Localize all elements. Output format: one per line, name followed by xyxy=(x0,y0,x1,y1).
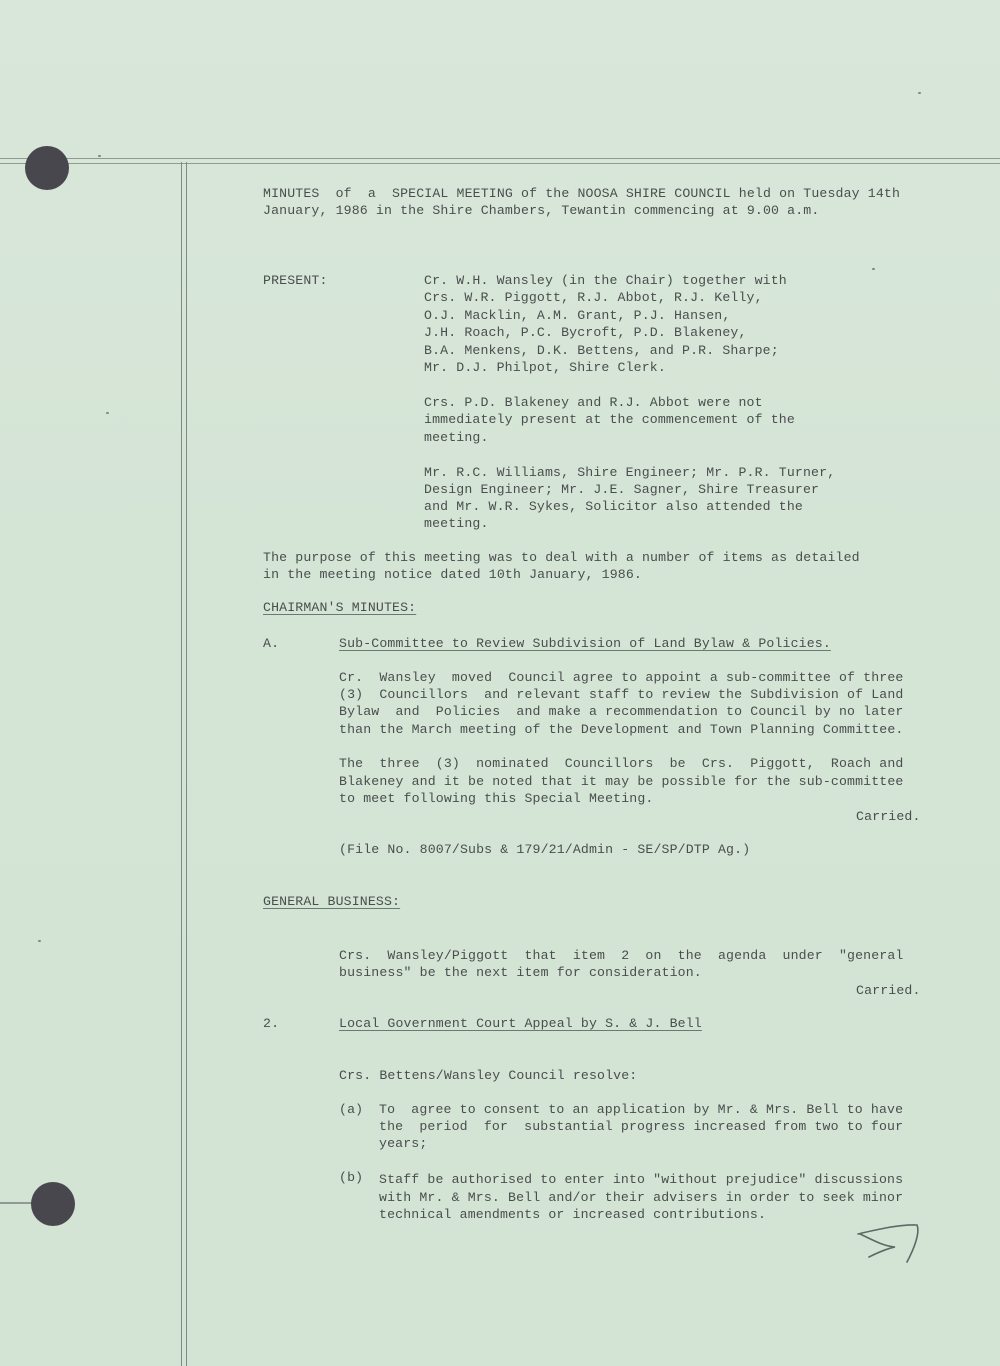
double-horizontal-rule xyxy=(0,158,1000,164)
item-number: 2. xyxy=(263,1016,280,1031)
resolution-line: years; xyxy=(379,1136,428,1151)
file-reference: (File No. 8007/Subs & 179/21/Admin - SE/SP/DTP Ag.) xyxy=(339,842,751,857)
resolution-label: (a) xyxy=(339,1102,364,1117)
order-motion-line: Crs. Wansley/Piggott that item 2 on the agenda under "general xyxy=(339,948,904,963)
motion-line: than the March meeting of the Development and Town Planning Committee. xyxy=(339,722,904,737)
motion-line: Cr. Wansley moved Council agree to appoint a sub-committee of three xyxy=(339,670,904,685)
motion-line: Bylaw and Policies and make a recommendation to Council by no later xyxy=(339,704,904,719)
double-margin-rule xyxy=(181,162,187,1366)
item-number: A. xyxy=(263,636,280,651)
handwritten-initial-icon xyxy=(855,1222,925,1267)
resolution-line: the period for substantial progress increased from two to four xyxy=(379,1119,904,1134)
punch-hole-guide-line xyxy=(0,1202,34,1204)
nomination-line: to meet following this Special Meeting. xyxy=(339,791,654,806)
late-note-line: meeting. xyxy=(424,430,489,445)
purpose-line: The purpose of this meeting was to deal with a number of items as detailed xyxy=(263,550,860,565)
nomination-line: The three (3) nominated Councillors be Crs. Piggott, Roach and xyxy=(339,756,904,771)
attendee-line: Mr. D.J. Philpot, Shire Clerk. xyxy=(424,360,666,375)
minutes-heading-line-1: MINUTES of a SPECIAL MEETING of the NOOSA SHIRE COUNCIL held on Tuesday 14th xyxy=(263,186,901,201)
minutes-heading-line-2: January, 1986 in the Shire Chambers, Tewantin commencing at 9.00 a.m. xyxy=(263,203,820,218)
nomination-line: Blakeney and it be noted that it may be possible for the sub-committee xyxy=(339,774,904,789)
mover-line: Crs. Bettens/Wansley Council resolve: xyxy=(339,1068,638,1083)
resolution-line: with Mr. & Mrs. Bell and/or their advisers in order to seek minor xyxy=(379,1190,904,1205)
order-motion-line: business" be the next item for consideration. xyxy=(339,965,702,980)
resolution-line: technical amendments or increased contributions. xyxy=(379,1207,767,1222)
attendee-line: J.H. Roach, P.C. Bycroft, P.D. Blakeney, xyxy=(424,325,747,340)
late-note-line: immediately present at the commencement of the xyxy=(424,412,795,427)
resolution-line: Staff be authorised to enter into "without prejudice" discussions xyxy=(379,1172,904,1187)
scan-speck xyxy=(918,92,921,94)
late-note-line: Crs. P.D. Blakeney and R.J. Abbot were not xyxy=(424,395,763,410)
attendee-line: B.A. Menkens, D.K. Bettens, and P.R. Sharpe; xyxy=(424,343,779,358)
attendee-line: Crs. W.R. Piggott, R.J. Abbot, R.J. Kelly, xyxy=(424,290,763,305)
punch-hole-icon xyxy=(31,1182,75,1226)
scan-speck xyxy=(106,412,109,414)
officers-note-line: Design Engineer; Mr. J.E. Sagner, Shire Treasurer xyxy=(424,482,820,497)
item-title: Sub-Committee to Review Subdivision of Land Bylaw & Policies. xyxy=(339,636,831,651)
purpose-line: in the meeting notice dated 10th January, 1986. xyxy=(263,567,642,582)
scan-speck xyxy=(872,268,875,270)
resolution-line: To agree to consent to an application by Mr. & Mrs. Bell to have xyxy=(379,1102,904,1117)
scan-speck xyxy=(38,940,41,942)
resolution-label: (b) xyxy=(339,1170,364,1185)
present-label: PRESENT: xyxy=(263,273,328,288)
attendee-line: O.J. Macklin, A.M. Grant, P.J. Hansen, xyxy=(424,308,731,323)
general-business-heading: GENERAL BUSINESS: xyxy=(263,894,401,909)
officers-note-line: Mr. R.C. Williams, Shire Engineer; Mr. P.R. Turner, xyxy=(424,465,836,480)
scan-speck xyxy=(98,155,101,157)
attendee-line: Cr. W.H. Wansley (in the Chair) together with xyxy=(424,273,787,288)
officers-note-line: meeting. xyxy=(424,516,489,531)
item-title: Local Government Court Appeal by S. & J. Bell xyxy=(339,1016,702,1031)
chairmans-minutes-heading: CHAIRMAN'S MINUTES: xyxy=(263,600,417,615)
carried-label: Carried. xyxy=(856,983,921,998)
punch-hole-icon xyxy=(25,146,69,190)
officers-note-line: and Mr. W.R. Sykes, Solicitor also attended the xyxy=(424,499,803,514)
motion-line: (3) Councillors and relevant staff to review the Subdivision of Land xyxy=(339,687,904,702)
carried-label: Carried. xyxy=(856,809,921,824)
